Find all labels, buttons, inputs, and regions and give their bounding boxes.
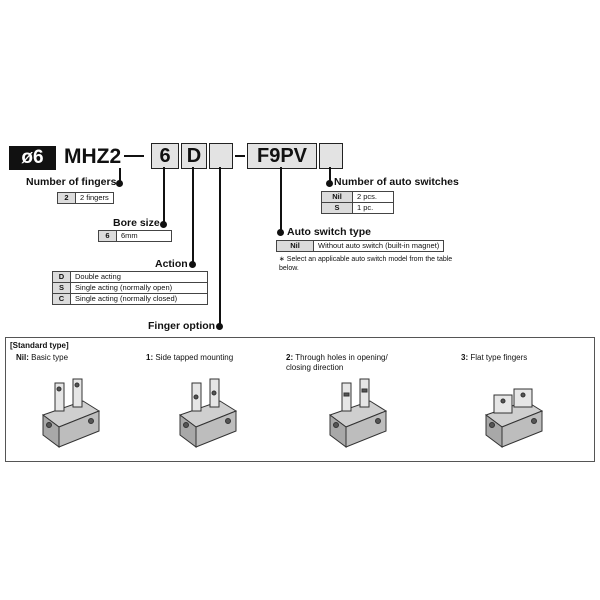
- option-code: S: [322, 203, 353, 214]
- leader-line: [280, 167, 282, 233]
- number-of-auto-switches-title: Number of auto switches: [334, 176, 459, 188]
- bore-symbol-badge: ø6: [9, 146, 56, 170]
- option-code: Nil: [277, 241, 314, 252]
- leader-line: [163, 167, 165, 225]
- through-holes-gripper-icon: [322, 373, 392, 451]
- option-label: Side tapped mounting: [155, 353, 234, 362]
- option-code: 6: [99, 231, 117, 242]
- series-code: MHZ2: [64, 145, 122, 168]
- auto-switch-type-title: Auto switch type: [287, 226, 372, 238]
- table-row: [58, 193, 114, 204]
- leader-dot: [116, 180, 123, 187]
- finger-option-code-box: [209, 143, 233, 169]
- option-code: 2:: [286, 353, 294, 362]
- option-code: 3:: [461, 353, 469, 362]
- option-label: Basic type: [31, 353, 69, 362]
- separator-dash: [235, 155, 245, 157]
- option-label: Through holes in opening/ closing direction: [286, 353, 388, 372]
- option-label: Single acting (normally open): [71, 283, 208, 294]
- table-row: [53, 283, 208, 294]
- option-label: Flat type fingers: [470, 353, 528, 362]
- number-of-auto-switches-table: [321, 191, 394, 214]
- number-of-switches-code-box: [319, 143, 343, 169]
- table-row: [53, 294, 208, 305]
- option-code: 1:: [146, 353, 154, 362]
- finger-option-nil-label: [16, 353, 136, 363]
- table-row: [322, 203, 394, 214]
- bore-size-title: Bore size: [113, 217, 160, 229]
- auto-switch-code-box: F9PV: [247, 143, 317, 169]
- option-label: 2 fingers: [76, 193, 114, 204]
- option-code: S: [53, 283, 71, 294]
- leader-dot: [189, 261, 196, 268]
- flat-type-gripper-icon: [478, 373, 548, 451]
- bore-size-table: [98, 230, 172, 242]
- table-row: [99, 231, 172, 242]
- finger-option-title: Finger option: [148, 320, 216, 332]
- basic-type-gripper-icon: [35, 373, 105, 451]
- finger-option-2-label: [286, 353, 406, 373]
- leader-line: [192, 167, 194, 265]
- option-label: Without auto switch (built-in magnet): [314, 241, 444, 252]
- option-code: D: [53, 272, 71, 283]
- auto-switch-type-table: [276, 240, 444, 252]
- number-of-fingers-title: Number of fingers: [26, 176, 117, 188]
- action-table: [52, 271, 208, 305]
- option-label: Single acting (normally closed): [71, 294, 208, 305]
- finger-option-3-label: [461, 353, 581, 363]
- leader-dot: [216, 323, 223, 330]
- standard-type-title: [Standard type]: [10, 341, 69, 350]
- table-row: [53, 272, 208, 283]
- bore-size-code-box: 6: [151, 143, 179, 169]
- table-row: [322, 192, 394, 203]
- leader-line: [219, 167, 221, 327]
- option-code: Nil: [322, 192, 353, 203]
- leader-dot: [326, 180, 333, 187]
- side-tapped-gripper-icon: [172, 373, 242, 451]
- separator-dash: [124, 155, 144, 157]
- option-label: Double acting: [71, 272, 208, 283]
- finger-option-1-label: [146, 353, 276, 363]
- option-label: 6mm: [117, 231, 172, 242]
- option-label: 2 pcs.: [353, 192, 394, 203]
- option-code: Nil:: [16, 353, 29, 362]
- action-title: Action: [155, 258, 188, 270]
- option-code: C: [53, 294, 71, 305]
- table-row: [277, 241, 444, 252]
- leader-dot: [277, 229, 284, 236]
- option-label: 1 pc.: [353, 203, 394, 214]
- option-code: 2: [58, 193, 76, 204]
- leader-dot: [160, 221, 167, 228]
- action-code-box: D: [181, 143, 207, 169]
- number-of-fingers-table: [57, 192, 114, 204]
- auto-switch-note: ∗ Select an applicable auto switch model from the table below.: [279, 256, 453, 272]
